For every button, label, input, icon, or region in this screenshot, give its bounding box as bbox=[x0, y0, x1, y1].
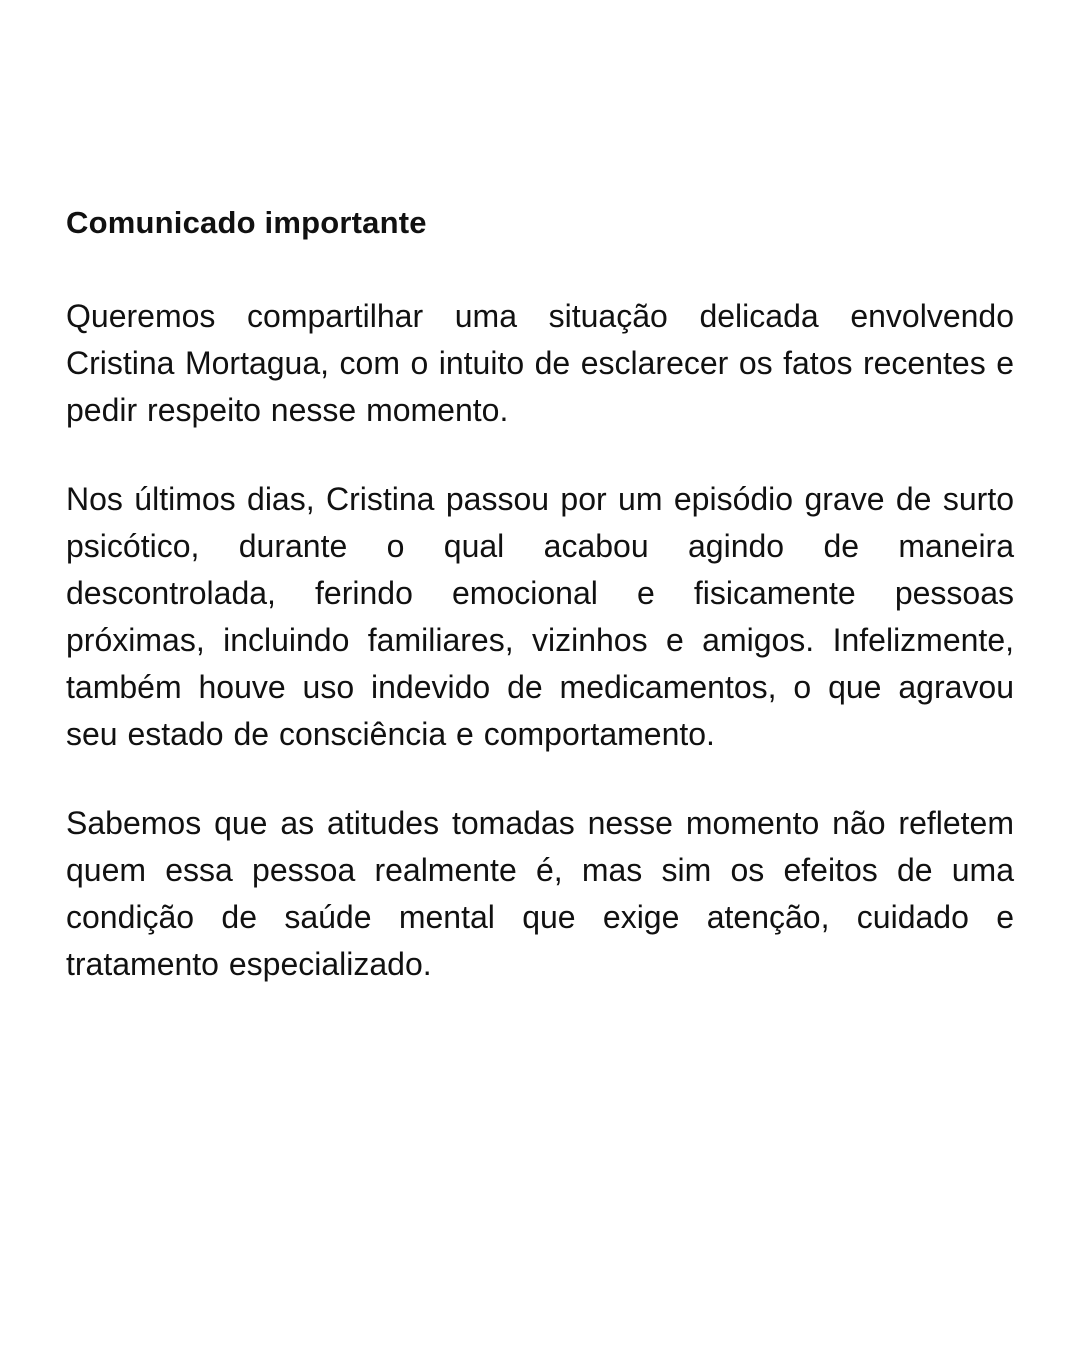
announcement-paragraph-closing: Sabemos que as atitudes tomadas nesse momento não refletem quem essa pessoa realmente é, mas sim os efeitos de uma condição de saúde mental que exige atenção, cuidado e tratamento especializado. bbox=[66, 805, 1014, 982]
announcement-paragraph-intro: Queremos compartilhar uma situação delicada envolvendo Cristina Mortagua, com o intuito de esclarecer os fatos recentes e pedir respeito nesse momento. bbox=[66, 298, 1014, 428]
page-title: Comunicado importante bbox=[66, 205, 427, 240]
announcement-paragraph-incident: Nos últimos dias, Cristina passou por um episódio grave de surto psicótico, durante o qual acabou agindo de maneira descontrolada, ferindo emocional e fisicamente pessoas próximas, incluindo familiares, vizinhos e amigos. Infelizmente, também houve uso indevido de medicamentos, o que agravou seu estado de consciência e comportamento. bbox=[66, 481, 1014, 752]
